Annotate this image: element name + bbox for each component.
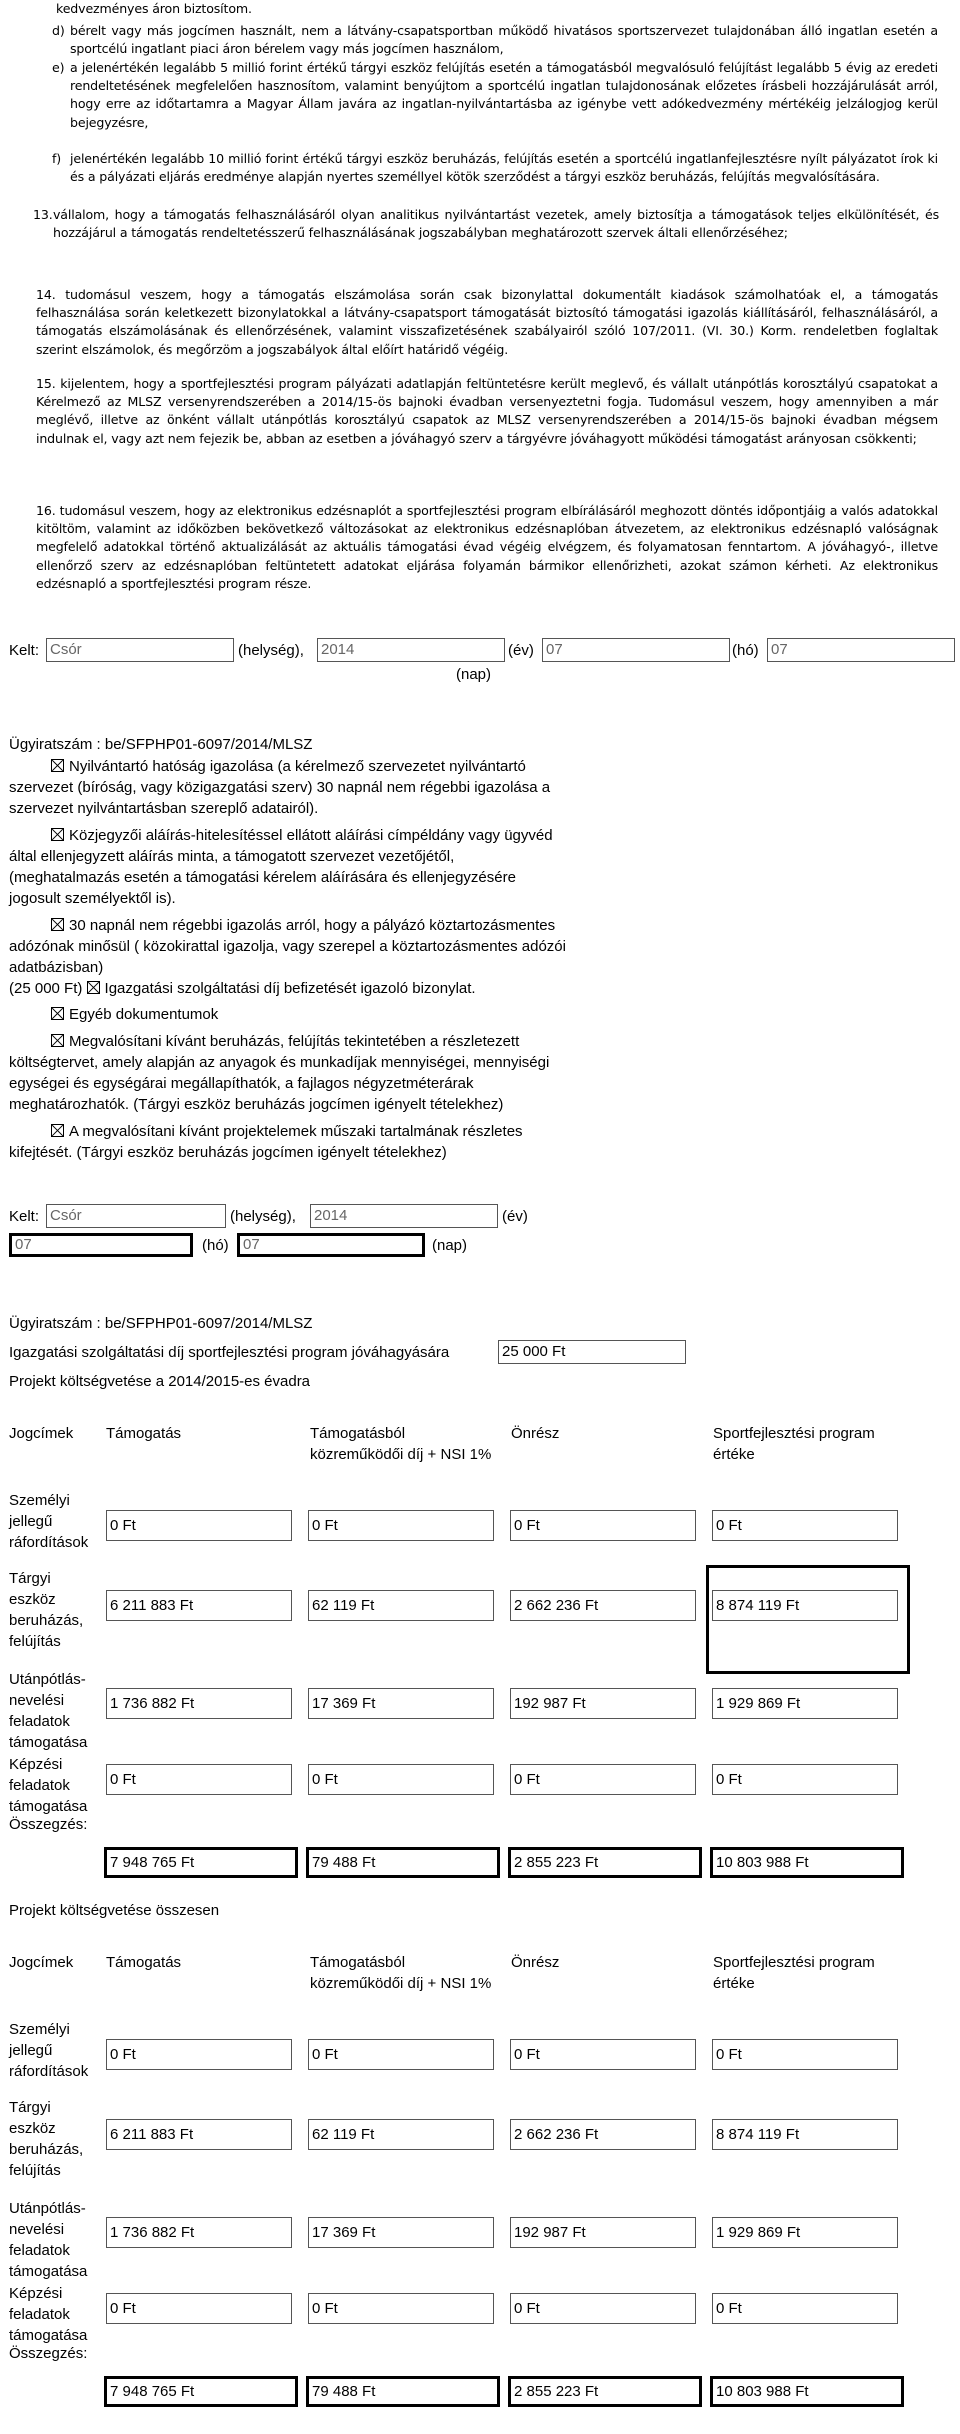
col-header-kozremukodoi: Támogatásból közreműködői díj + NSI 1% — [310, 1425, 492, 1463]
item-f-letter: f) — [52, 151, 62, 166]
table-cell[interactable]: 0 Ft — [308, 2039, 494, 2070]
day-field[interactable]: 07 — [237, 1233, 425, 1257]
col-header-program-erteke: Sportfejlesztési program értéke — [713, 1954, 875, 1992]
table-cell[interactable]: 17 369 Ft — [308, 2217, 494, 2248]
table-cell[interactable]: 0 Ft — [712, 1510, 898, 1541]
item-e-letter: e) — [52, 60, 65, 75]
row-label: Tárgyi eszköz beruházás, felújítás — [9, 1570, 84, 1650]
budget-total-title: Projekt költségvetése összesen — [9, 1902, 220, 1919]
sum-cell[interactable]: 7 948 765 Ft — [104, 1847, 298, 1878]
checkbox-checked-icon[interactable] — [51, 1124, 64, 1137]
table-cell[interactable]: 0 Ft — [510, 1764, 696, 1795]
sum-cell[interactable]: 10 803 988 Ft — [710, 1847, 904, 1878]
kelt-label: Kelt: — [9, 1208, 40, 1225]
col-header-jogcimek: Jogcímek — [9, 1954, 74, 1971]
item-d-letter: d) — [52, 23, 65, 38]
month-field[interactable]: 07 — [9, 1233, 193, 1257]
sum-label: Összegzés: — [9, 1816, 88, 1833]
checkbox-checked-icon[interactable] — [51, 759, 64, 772]
case-number: Ügyiratszám : be/SFPHP01-6097/2014/MLSZ — [9, 1315, 313, 1332]
place-field[interactable]: Csór — [46, 638, 234, 662]
p13-number: 13. — [33, 207, 53, 222]
table-cell[interactable]: 0 Ft — [308, 1764, 494, 1795]
day-suffix: (nap) — [456, 666, 492, 683]
table-cell[interactable]: 0 Ft — [712, 2293, 898, 2324]
row-label: Utánpótlás-nevelési feladatok támogatása — [9, 2200, 88, 2280]
year-suffix: (év) — [508, 642, 534, 659]
doc-text: Igazgatási szolgáltatási díj befizetését igazoló bizonylat. — [104, 980, 476, 997]
day-field[interactable]: 07 — [767, 638, 955, 662]
table-cell[interactable]: 192 987 Ft — [510, 1688, 696, 1719]
col-header-kozremukodoi: Támogatásból közreműködői díj + NSI 1% — [310, 1954, 492, 1992]
row-label: Tárgyi eszköz beruházás, felújítás — [9, 2099, 84, 2179]
table-cell[interactable]: 0 Ft — [712, 2039, 898, 2070]
table-cell[interactable]: 0 Ft — [712, 1764, 898, 1795]
fee-field[interactable]: 25 000 Ft — [498, 1340, 686, 1364]
table-cell[interactable]: 8 874 119 Ft — [712, 1590, 898, 1621]
doc-text: Egyéb dokumentumok — [69, 1006, 219, 1023]
place-suffix: (helység), — [230, 1208, 296, 1225]
col-header-tamogatas: Támogatás — [106, 1425, 182, 1442]
table-cell[interactable]: 0 Ft — [510, 2293, 696, 2324]
paragraph-13 — [13, 206, 939, 242]
row-label: Utánpótlás-nevelési feladatok támogatása — [9, 1671, 88, 1751]
p13-text: vállalom, hogy a támogatás felhasználásáról olyan analitikus nyilvántartást vezetek, amely biztosítja a támogatások teljes elkülönítését, és hozzájárul a támogatás rendeltetésszerű felhasználásának jogszabályban meghatározott szervek általi ellenőrzéséhez; — [53, 207, 939, 241]
doc-item — [9, 915, 569, 978]
table-cell[interactable]: 0 Ft — [106, 1764, 292, 1795]
table-cell[interactable]: 2 662 236 Ft — [510, 1590, 696, 1621]
place-suffix: (helység), — [238, 642, 304, 659]
sum-cell[interactable]: 2 855 223 Ft — [508, 2376, 702, 2407]
year-field[interactable]: 2014 — [310, 1204, 498, 1228]
month-field[interactable]: 07 — [542, 638, 730, 662]
checkbox-checked-icon[interactable] — [51, 918, 64, 931]
paragraph-16: 16. tudomásul veszem, hogy az elektronikus edzésnaplót a sportfejlesztési program elbírálásáról meghozott döntés időpontjáig a valós adatokkal kitöltöm, valamint az időközben bekövetkező változásokat az elektronikus edzésnaplóban átvezetem, az elektronikus edzésnapló valóságnak megfelelő adatokkal történő aktualizálását az aktuális támogatási évad végéig elvégzem, és folyamatosan fenntartom. A jóváhagyó-, illetve ellenőrző szerv az edzésnaplóban feltüntetett adatokat eljárása folyamán bármikor ellenőrizheti, azokat számon kérheti. Az elektronikus edzésnapló a sportfejlesztési program része. — [36, 503, 938, 591]
doc-text: Nyilvántartó hatóság igazolása (a kérelmező szervezetet nyilvántartó szervezet (bíróság, vagy közigazgatási szerv) 30 napnál nem régebbi igazolása a szervezet nyilvántartásban szereplő adatairól). — [9, 758, 551, 817]
day-suffix: (nap) — [432, 1237, 468, 1254]
item-f-text: jelenértékén legalább 10 millió forint értékű tárgyi eszköz beruházás, felújítás esetén a sportcélú ingatlanfejlesztésre nyílt pályázatot írok ki és a pályázati eljárás eredménye alapján nyertes személlyel kötök szerződést a tárgyi eszköz beruházás, felújítás megvalósítására. — [70, 151, 938, 185]
table-cell[interactable]: 0 Ft — [106, 2039, 292, 2070]
item-d — [52, 22, 938, 58]
sum-cell[interactable]: 2 855 223 Ft — [508, 1847, 702, 1878]
doc-item — [9, 1121, 569, 1163]
doc-text: Közjegyzői aláírás-hitelesítéssel ellátott aláírási címpéldány vagy ügyvéd által ellenjegyzett aláírás minta, a támogatott szervezet vezetőjétől, (meghatalmazás esetén a támogatási kérelem aláírására és ellenjegyzésére jogosult személyektől is). — [9, 827, 553, 907]
col-header-tamogatas: Támogatás — [106, 1954, 182, 1971]
col-header-program-erteke: Sportfejlesztési program értéke — [713, 1425, 875, 1463]
doc-item — [9, 756, 569, 819]
table-cell[interactable]: 1 929 869 Ft — [712, 1688, 898, 1719]
checkbox-checked-icon[interactable] — [51, 828, 64, 841]
table-cell[interactable]: 6 211 883 Ft — [106, 1590, 292, 1621]
place-field[interactable]: Csór — [46, 1204, 226, 1228]
doc-text: Megvalósítani kívánt beruházás, felújítás tekintetében a részletezett költségtervet, amely alapján az anyagok és munkadíjak mennyiségei, mennyiségi egységei és egységárai megállapíthatók, a fajlagos négyzetméterárak meghatározhatók. (Tárgyi eszköz beruházás jogcímen igényelt tételekhez) — [9, 1033, 550, 1113]
table-cell[interactable]: 0 Ft — [308, 2293, 494, 2324]
month-suffix: (hó) — [732, 642, 759, 659]
doc-item — [9, 825, 569, 909]
checkbox-checked-icon[interactable] — [87, 981, 100, 994]
table-cell[interactable]: 0 Ft — [308, 1510, 494, 1541]
row-label: Képzési feladatok támogatása — [9, 2285, 88, 2344]
row-label: Személyi jellegű ráfordítások — [9, 1492, 89, 1551]
col-header-onresz: Önrész — [511, 1425, 560, 1442]
sum-cell[interactable]: 79 488 Ft — [306, 1847, 500, 1878]
row-label: Személyi jellegű ráfordítások — [9, 2021, 89, 2080]
table-cell[interactable]: 0 Ft — [510, 2039, 696, 2070]
col-header-jogcimek: Jogcímek — [9, 1425, 74, 1442]
doc-text: A megvalósítani kívánt projektelemek műszaki tartalmának részletes kifejtését. (Tárgyi eszköz beruházás jogcímen igényelt tételekhez) — [9, 1123, 523, 1161]
budget-title: Projekt költségvetése a 2014/2015-es évadra — [9, 1373, 311, 1390]
table-cell[interactable]: 6 211 883 Ft — [106, 2119, 292, 2150]
item-e-text: a jelenértékén legalább 5 millió forint értékű tárgyi eszköz felújítás esetén a támogatásból megvalósuló felújítást legalább 5 évig az eredeti rendeltetésének megfelelően hasznosítom, valamint benyújtom a sportcélú ingatlan tulajdonosának előzetes írásbeli hozzájárulását arról, hogy erre az időtartamra a Magyar Állam javára az ingatlan-nyilvántartásba az igénybe vett adókedvezmény mértékéig jelzálogjog kerül bejegyzésre, — [70, 60, 938, 130]
doc-item — [9, 1031, 569, 1115]
item-d-text: bérelt vagy más jogcímen használt, nem a látvány-csapatsportban működő hivatásos sportszervezet tulajdonában álló ingatlan esetén a sportcélú ingatlant piaci áron bérelem vagy más jogcímen használom, — [70, 23, 938, 57]
table-cell[interactable]: 62 119 Ft — [308, 2119, 494, 2150]
table-cell[interactable]: 0 Ft — [106, 1510, 292, 1541]
item-f — [52, 150, 938, 186]
sum-label: Összegzés: — [9, 2345, 88, 2362]
table-cell[interactable]: 8 874 119 Ft — [712, 2119, 898, 2150]
checkbox-checked-icon[interactable] — [51, 1034, 64, 1047]
table-cell[interactable]: 17 369 Ft — [308, 1688, 494, 1719]
doc-text: 30 napnál nem régebbi igazolás arról, hogy a pályázó köztartozásmentes adózónak minősül ( közokirattal igazolja, vagy szerepel a köztartozásmentes adózói adatbázisban) — [9, 917, 566, 976]
month-suffix: (hó) — [202, 1237, 229, 1254]
table-cell[interactable]: 1 736 882 Ft — [106, 2217, 292, 2248]
intro-line: kedvezményes áron biztosítom. — [56, 1, 252, 16]
year-suffix: (év) — [502, 1208, 528, 1225]
sum-cell[interactable]: 7 948 765 Ft — [104, 2376, 298, 2407]
table-cell[interactable]: 2 662 236 Ft — [510, 2119, 696, 2150]
col-header-onresz: Önrész — [511, 1954, 560, 1971]
row-label: Képzési feladatok támogatása — [9, 1756, 88, 1815]
paragraph-15: 15. kijelentem, hogy a sportfejlesztési program pályázati adatlapján feltüntetésre került meglevő, és vállalt utánpótlás korosztályú csapatokat a Kérelmező az MLSZ versenyrendszerében a 2014/15-ös bajnoki évadban versenyeztetni fogja. Tudomásul veszem, hogy amennyiben a már meglévő, illetve az önként vállalt utánpótlás korosztályú csapatok az MLSZ versenyrendszerében a 2014/15-ös bajnoki évadban mégsem indulnak el, vagy azt nem fejezik be, abban az esetben a jóváhagyó szerv a tárgyévre jóváhagyott működési támogatást arányosan csökkenti; — [36, 376, 938, 446]
table-cell[interactable]: 0 Ft — [510, 1510, 696, 1541]
paragraph-14: 14. tudomásul veszem, hogy a támogatás elszámolása során csak bizonylattal dokumentált kiadások számolhatóak el, a támogatás felhasználása során keletkezett bizonylatokkal a látvány-csapatsport támogatását biztosító támogatási igazolás kiállításáról, felhasználásáról, a támogatás elszámolásának és ellenőrzésének, valamint visszafizetésének szabályairól szóló 107/2011. (VI. 30.) Korm. rendeletben foglaltak szerint elszámolok, és megőrzöm a jogszabályok által előírt határidő végéig. — [36, 287, 938, 357]
sum-cell[interactable]: 79 488 Ft — [306, 2376, 500, 2407]
table-cell[interactable]: 1 929 869 Ft — [712, 2217, 898, 2248]
checkbox-checked-icon[interactable] — [51, 1007, 64, 1020]
doc-item — [9, 1004, 569, 1025]
document-list — [9, 756, 569, 1163]
doc-item — [9, 978, 569, 999]
item-e — [52, 59, 938, 132]
year-field[interactable]: 2014 — [317, 638, 505, 662]
fee-prefix: (25 000 Ft) — [9, 980, 83, 997]
sum-cell[interactable]: 10 803 988 Ft — [710, 2376, 904, 2407]
table-cell[interactable]: 0 Ft — [106, 2293, 292, 2324]
case-number: Ügyiratszám : be/SFPHP01-6097/2014/MLSZ — [9, 736, 313, 753]
table-cell[interactable]: 62 119 Ft — [308, 1590, 494, 1621]
kelt-label: Kelt: — [9, 642, 40, 659]
table-cell[interactable]: 1 736 882 Ft — [106, 1688, 292, 1719]
table-cell[interactable]: 192 987 Ft — [510, 2217, 696, 2248]
fee-label: Igazgatási szolgáltatási díj sportfejlesztési program jóváhagyására — [9, 1344, 450, 1361]
